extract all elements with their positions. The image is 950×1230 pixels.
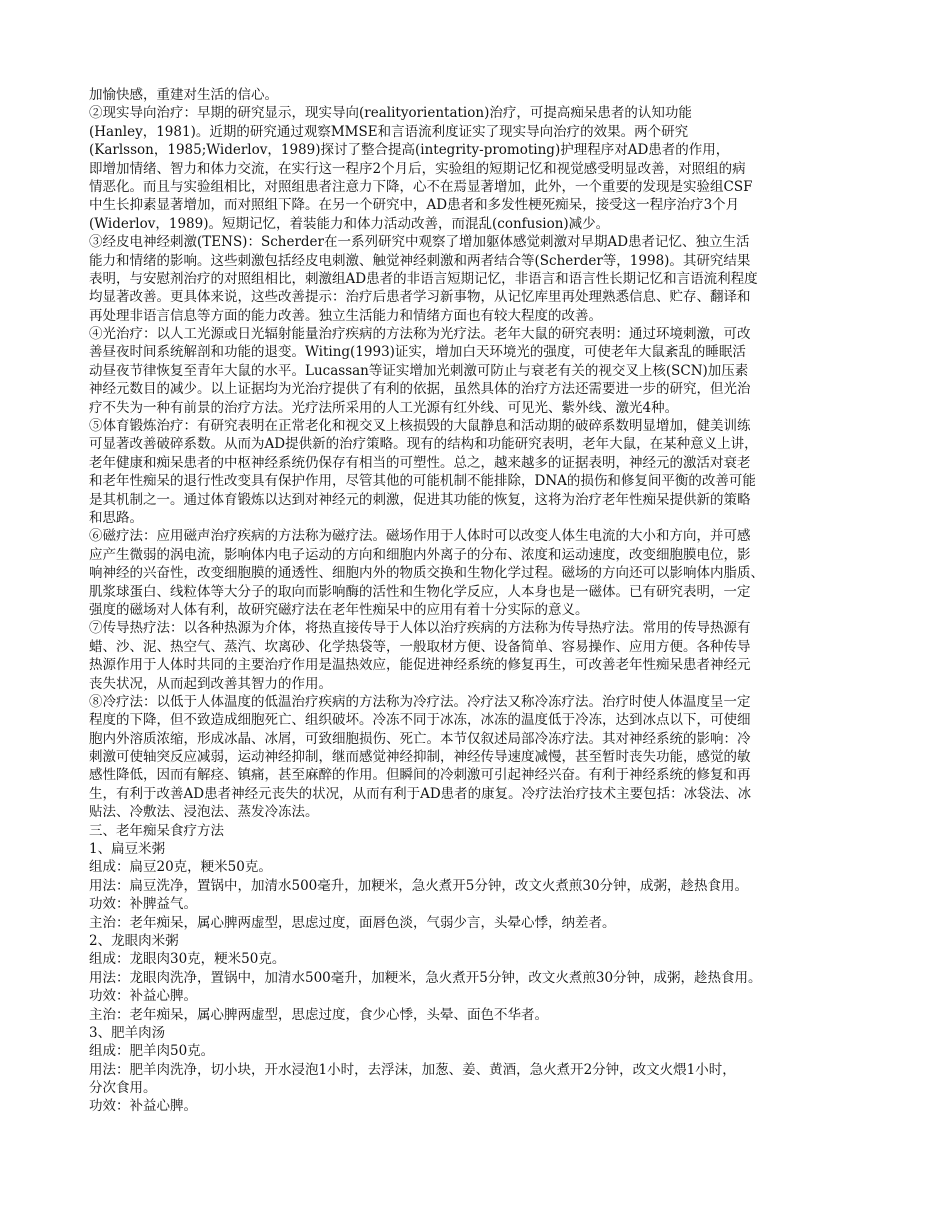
text-line: ⑥磁疗法：应用磁声治疗疾病的方法称为磁疗法。磁场作用于人体时可以改变人体生电流的大小和方向，并可感 (89, 528, 751, 545)
text-line: 加愉快感，重建对生活的信心。 (89, 87, 278, 103)
text-line: 善昼夜时间系统解剖和功能的退变。Witing(1993)证实，增加白天环境光的强度，可使老年大鼠紊乱的睡眠活 (89, 344, 746, 361)
text-line: 再处理非语言信息等方面的能力改善。独立生活能力和情绪方面也有较大程度的改善。 (89, 307, 602, 324)
text-line: 组成：肥羊肉50克。 (89, 1043, 215, 1060)
text-line: 主治：老年痴呆，属心脾两虚型，思虑过度，面唇色淡，气弱少言，头晕心悸，纳差者。 (89, 914, 616, 931)
text-line: 2、龙眼肉米粥 (89, 932, 179, 949)
text-line: 用法：肥羊肉洗净，切小块，开水浸泡1小时，去浮沫，加葱、姜、黄酒，急火煮开2分钟，改文火煨1小时， (89, 1061, 736, 1078)
text-line: 和老年性痴呆的退行性改变具有保护作用，尽管其他的可能机制不能排除，DNA的损伤和修复间平衡的改善可能 (89, 473, 756, 490)
text-line: 老年健康和痴呆患者的中枢神经系统仍保存有相当的可塑性。总之，越来越多的证据表明，神经元的激活对衰老 (89, 454, 751, 471)
text-line: ⑤体育锻炼治疗：有研究表明在正常老化和视交叉上核损毁的大鼠静息和活动期的破碎系数明显增加，健美训练 (89, 418, 751, 435)
text-line: 能力和情绪的影响。这些刺激包括经皮电刺激、触觉神经刺激和两者结合等(Scherder等，1998)。其研究结果 (89, 252, 751, 269)
text-line: ⑦传导热疗法：以各种热源为介体，将热直接传导于人体以治疗疾病的方法称为传导热疗法。常用的传导热源有 (89, 620, 751, 637)
text-line: 用法：龙眼肉洗净，置锅中，加清水500毫升，加粳米，急火煮开5分钟，改文火煮煎30分钟，成粥，趁热食用。 (89, 969, 762, 986)
text-line: 丧失状况，从而起到改善其智力的作用。 (89, 675, 332, 692)
text-line: 贴法、冷敷法、浸泡法、蒸发冷冻法。 (89, 804, 319, 821)
text-line: ④光治疗：以人工光源或日光辐射能量治疗疾病的方法称为光疗法。老年大鼠的研究表明：通过环境刺激，可改 (89, 326, 751, 343)
text-line: 1、扁豆米粥 (89, 841, 166, 858)
text-line: (Widerlov，1989)。短期记忆，着装能力和体力活动改善，而混乱(confusion)减少。 (89, 215, 610, 232)
text-line: 可显著改善破碎系数。从而为AD提供新的治疗策略。现有的结构和功能研究表明，老年大鼠，在某种意义上讲， (89, 436, 758, 453)
text-line: 和思路。 (89, 509, 143, 526)
text-line: ③经皮电神经刺激(TENS)：Scherder在一系列研究中观察了增加躯体感觉刺激对早期AD患者记忆、独立生活 (89, 234, 750, 251)
text-line: 神经元数目的减少。以上证据均为光治疗提供了有利的依据，虽然具体的治疗方法还需要进一步的研究，但光治 (89, 381, 751, 398)
text-line: 均显著改善。更具体来说，这些改善提示：治疗后患者学习新事物，从记忆库里再处理熟悉信息、贮存、翻译和 (89, 289, 751, 306)
text-line: ⑧冷疗法：以低于人体温度的低温治疗疾病的方法称为冷疗法。冷疗法又称冷冻疗法。治疗时使人体温度呈一定 (89, 693, 751, 710)
text-line: 感性降低，因而有解痉、镇痛，甚至麻醉的作用。但瞬间的冷刺激可引起神经兴奋。有利于神经系统的修复和再 (89, 767, 751, 784)
text-line: (Hanley，1981)。近期的研究通过观察MMSE和言语流利度证实了现实导向治疗的效果。两个研究 (89, 123, 689, 140)
text-line: ②现实导向治疗：早期的研究显示，现实导向(realityorientation)治疗，可提高痴呆患者的认知功能 (89, 105, 692, 122)
text-line: 组成：扁豆20克，粳米50克。 (89, 859, 272, 876)
text-line: 即增加情绪、智力和体力交流，在实行这一程序2个月后，实验组的短期记忆和视觉感受明显改善，对照组的病 (89, 160, 746, 177)
text-line: 热源作用于人体时共同的主要治疗作用是温热效应，能促进神经系统的修复再生，可改善老年性痴呆患者神经元 (89, 657, 751, 674)
text-line: 应产生微弱的涡电流，影响体内电子运动的方向和细胞内外离子的分布、浓度和运动速度，改变细胞膜电位，影 (89, 546, 751, 563)
text-line: 胞内外溶质浓缩，形成冰晶、冰屑，可致细胞损伤、死亡。本节仅叙述局部冷冻疗法。其对神经系统的影响：冷 (89, 730, 751, 747)
text-line: 是其机制之一。通过体育锻炼以达到对神经元的刺激，促进其功能的恢复，这将为治疗老年性痴呆提供新的策略 (89, 491, 751, 508)
text-line: 强度的磁场对人体有利，故研究磁疗法在老年性痴呆中的应用有着十分实际的意义。 (89, 601, 589, 618)
text-line: 刺激可使轴突反应减弱，运动神经抑制，继而感觉神经抑制，神经传导速度减慢，甚至暂时丧失功能，感觉的敏 (89, 749, 751, 766)
text-line: (Karlsson，1985;Widerlov，1989)探讨了整合提高(integrity-promoting)护理程序对AD患者的作用， (89, 142, 730, 159)
text-line: 3、肥羊肉汤 (89, 1024, 166, 1041)
text-line: 响神经的兴奋性，改变细胞膜的通透性、细胞内外的物质交换和生物化学过程。磁场的方向还可以影响体内脂质、 (89, 565, 764, 582)
text-line: 功效：补脾益气。 (89, 896, 197, 913)
text-line: 生，有利于改善AD患者神经元丧失的状况，从而有利于AD患者的康复。冷疗法治疗技术主要包括：冰袋法、冰 (89, 785, 752, 802)
text-line: 功效：补益心脾。 (89, 988, 197, 1005)
text-line: 疗不失为一种有前景的治疗方法。光疗法所采用的人工光源有红外线、可见光、紫外线、激光4种。 (89, 399, 679, 416)
text-line: 功效：补益心脾。 (89, 1098, 197, 1115)
text-line: 中生长抑素显著增加，而对照组下降。在另一个研究中，AD患者和多发性梗死痴呆，接受这一程序治疗3个月 (89, 197, 740, 214)
text-line: 组成：龙眼肉30克，粳米50克。 (89, 951, 286, 968)
text-line: 程度的下降，但不致造成细胞死亡、组织破坏。冷冻不同于冰冻，冰冻的温度低于冷冻，达到冰点以下，可使细 (89, 712, 751, 729)
text-line: 肌浆球蛋白、线粒体等大分子的取向而影响酶的活性和生物化学反应，人本身也是一磁体。已有研究表明，一定 (89, 583, 751, 600)
text-line: 主治：老年痴呆，属心脾两虚型，思虑过度，食少心悸，头晕、面色不华者。 (89, 1006, 548, 1023)
text-line: 动昼夜节律恢复至青年大鼠的水平。Lucassan等证实增加光刺激可防止与衰老有关的视交叉上核(SCN)加压素 (89, 362, 749, 379)
text-line: 用法：扁豆洗净，置锅中，加清水500毫升，加粳米，急火煮开5分钟，改文火煮煎30分钟，成粥，趁热食用。 (89, 877, 749, 894)
text-line: 分次食用。 (89, 1080, 157, 1097)
text-line: 蜡、沙、泥、热空气、蒸汽、坎离砂、化学热袋等，一般取材方便、设备简单、容易操作、应用方便。各种传导 (89, 638, 751, 655)
text-line: 表明，与安慰剂治疗的对照组相比，刺激组AD患者的非语言短期记忆，非语言和语言性长期记忆和言语流利程度 (89, 270, 758, 287)
text-line: 情恶化。而且与实验组相比，对照组患者注意力下降，心不在焉显著增加，此外，一个重要的发现是实验组CSF (89, 178, 753, 195)
text-line: 三、老年痴呆食疗方法 (89, 822, 224, 839)
